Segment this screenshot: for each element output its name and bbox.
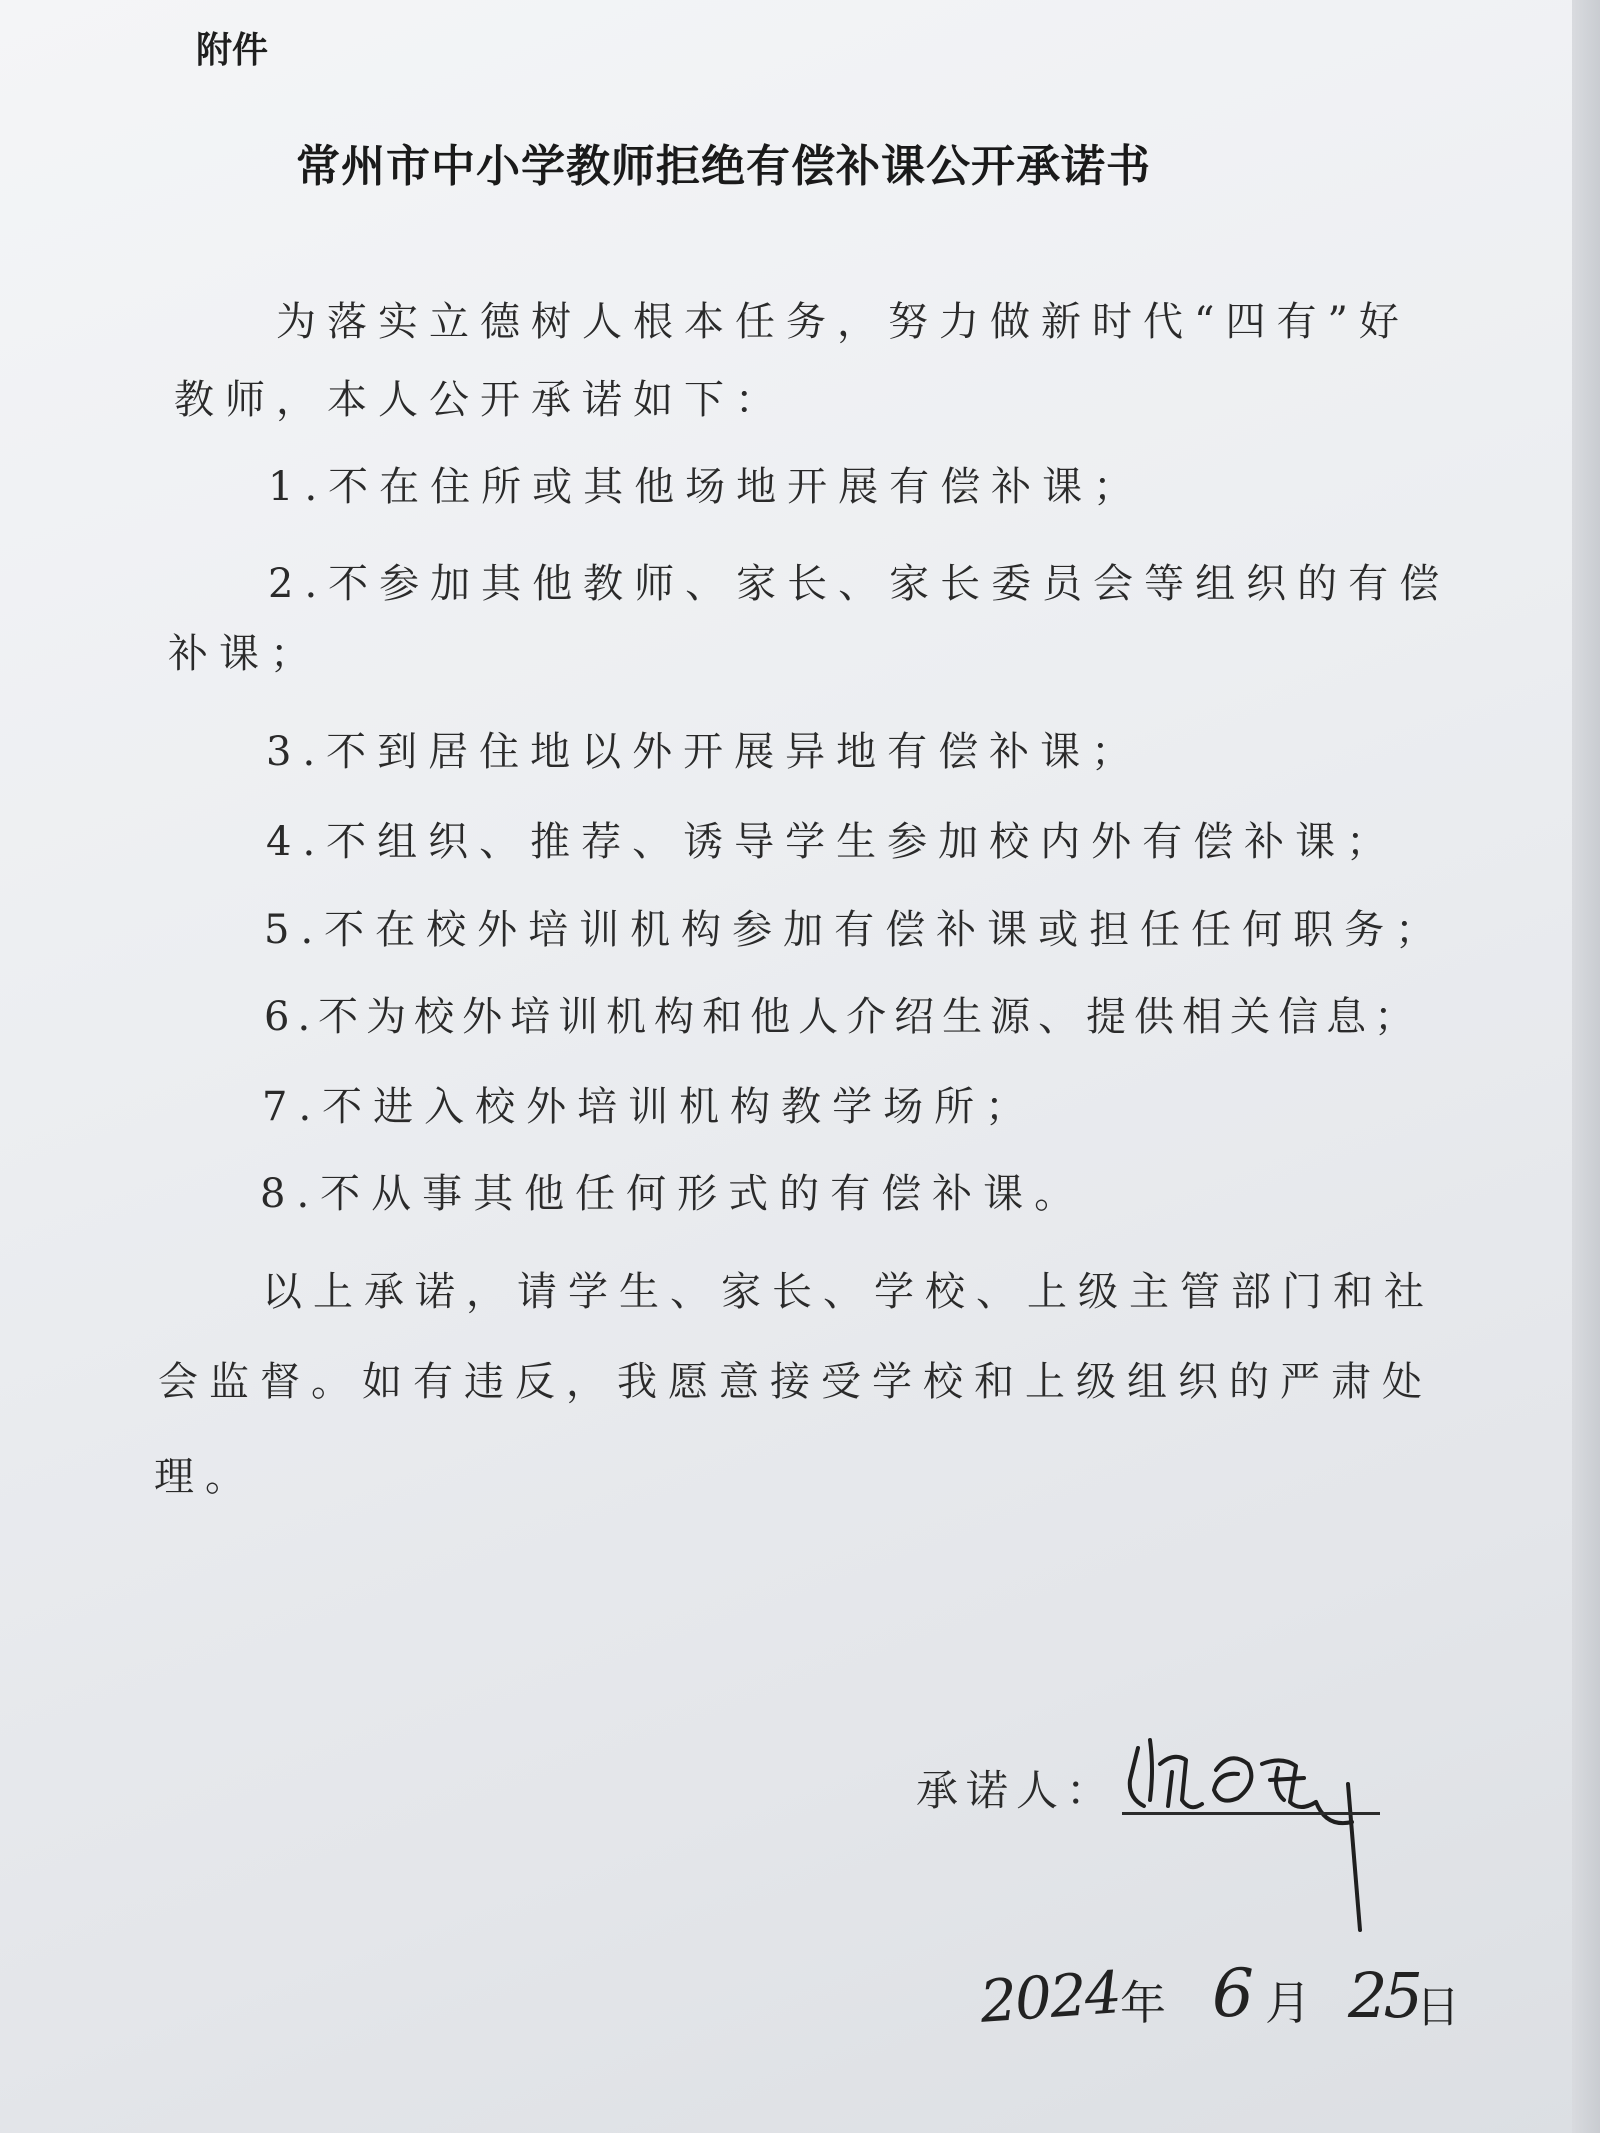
promisor-label: 承诺人： xyxy=(916,1766,1117,1815)
commitment-item-2-continued: 补课； xyxy=(168,631,321,677)
signature-underline xyxy=(1122,1812,1380,1815)
commitment-item-5: 5.不在校外培训机构参加有偿补课或担任任何职务； xyxy=(264,907,1447,953)
attachment-label: 附件 xyxy=(196,30,269,71)
document-title: 常州市中小学教师拒绝有偿补课公开承诺书 xyxy=(296,141,1151,192)
date-day-unit: 日 xyxy=(1416,1982,1460,2033)
commitment-item-3: 3.不到居住地以外开展异地有偿补课； xyxy=(266,729,1143,775)
commitment-item-1: 1.不在住所或其他场地开展有偿补课； xyxy=(268,464,1145,510)
date-year: 2024 xyxy=(977,1958,1122,2036)
date-month: 6 xyxy=(1212,1955,1254,2032)
commitment-item-8: 8.不从事其他任何形式的有偿补课。 xyxy=(260,1171,1086,1217)
paper-edge-shadow xyxy=(1572,0,1600,2133)
date-day: 25 xyxy=(1348,1959,1419,2032)
closing-paragraph-end: 理。 xyxy=(154,1454,256,1500)
closing-paragraph-continued: 会监督。如有违反，我愿意接受学校和上级组织的严肃处 xyxy=(158,1359,1433,1405)
closing-paragraph: 以上承诺，请学生、家长、学校、上级主管部门和社 xyxy=(262,1269,1435,1315)
date-month-unit: 月 xyxy=(1265,1976,1311,2030)
body-line: 为落实立德树人根本任务，努力做新时代“四有”好 xyxy=(276,299,1410,345)
commitment-item-2: 2.不参加其他教师、家长、家长委员会等组织的有偿 xyxy=(268,561,1451,607)
commitment-item-6: 6.不为校外培训机构和他人介绍生源、提供相关信息； xyxy=(264,994,1423,1040)
commitment-item-7: 7.不进入校外培训机构教学场所； xyxy=(262,1084,1037,1130)
commitment-item-4: 4.不组织、推荐、诱导学生参加校内外有偿补课； xyxy=(266,819,1398,865)
date-year-unit: 年 xyxy=(1120,1976,1166,2030)
body-line: 教师，本人公开承诺如下： xyxy=(174,377,786,423)
handwritten-date xyxy=(977,1955,1460,2065)
handwritten-signature xyxy=(1120,1720,1410,1940)
